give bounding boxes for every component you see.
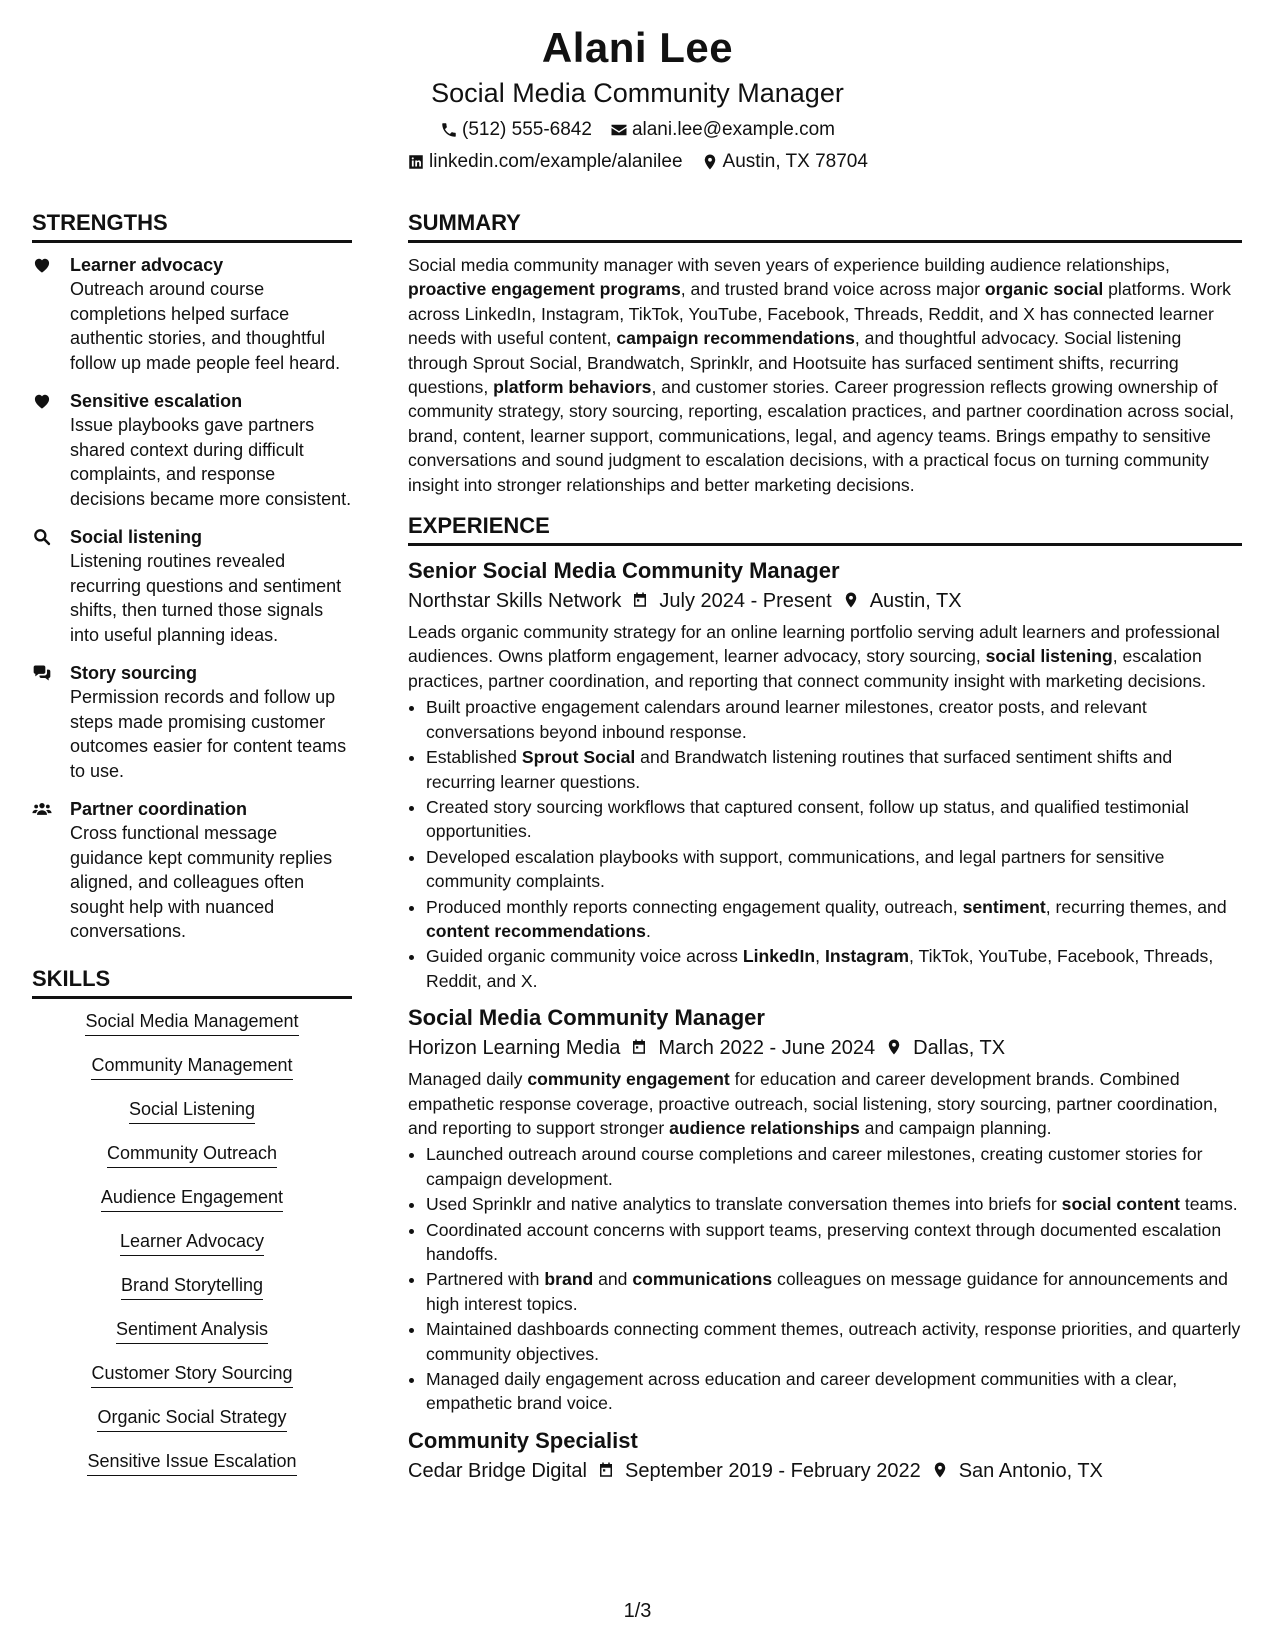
skill-label: Social Media Management	[85, 1009, 298, 1036]
job-bullet	[426, 944, 1242, 993]
summary-part: Social media community manager with seven years of experience building audience relationships,	[408, 255, 1170, 275]
strength-desc: Permission records and follow up steps made promising customer outcomes easier for content teams to use.	[70, 687, 347, 781]
right-column	[408, 208, 1242, 1496]
text-part: colleagues on message guidance for announcements and high interest topics.	[426, 1269, 1228, 1314]
page-number: 1/3	[623, 1600, 652, 1622]
text-emphasis: brand	[544, 1269, 594, 1290]
strength-desc: Issue playbooks gave partners shared context during difficult complaints, and response decisions became more consistent.	[70, 415, 352, 509]
skill-label: Sentiment Analysis	[116, 1317, 268, 1344]
skill-tag	[32, 1361, 352, 1405]
text-emphasis: Sprout Social	[521, 747, 636, 768]
text-part: and	[593, 1269, 633, 1290]
job-bullet	[426, 1267, 1242, 1316]
skill-label: Organic Social Strategy	[97, 1405, 286, 1432]
text-emphasis: social content	[1061, 1194, 1180, 1215]
skill-label: Customer Story Sourcing	[91, 1361, 292, 1388]
skill-tag	[32, 1009, 352, 1053]
strength-title: Social listening	[70, 527, 203, 547]
location-text: Austin, TX 78704	[722, 151, 868, 172]
summary-part: , and trusted brand voice across major	[680, 279, 985, 300]
linkedin-contact[interactable]	[407, 150, 682, 174]
job-title: Senior Social Media Community Manager	[408, 558, 840, 584]
job-company: Horizon Learning Media	[408, 1037, 621, 1060]
users-icon	[32, 799, 52, 819]
text-part: ,	[815, 946, 825, 967]
skill-tag	[32, 1273, 352, 1317]
summary-emphasis: organic social	[984, 279, 1104, 300]
job-company: Cedar Bridge Digital	[408, 1459, 587, 1482]
calendar-icon-wrap	[597, 1456, 615, 1486]
strengths-list	[32, 253, 352, 944]
skill-label: Sensitive Issue Escalation	[87, 1449, 296, 1476]
summary-part: platforms. Work across LinkedIn, Instagram, TikTok, YouTube, Facebook, Threads, Reddit, and X has connected learner needs with useful content,	[408, 279, 1231, 349]
summary-part: , and thoughtful advocacy. Social listening through Sprout Social, Brandwatch, Sprinklr, and Hootsuite has surfaced sentiment shifts, recurring questions,	[408, 328, 1182, 398]
skill-tag	[32, 1141, 352, 1185]
skills-list	[32, 1009, 352, 1493]
summary-emphasis: campaign recommendations	[616, 328, 855, 349]
skill-tag	[32, 1097, 352, 1141]
job-bullet	[426, 845, 1242, 894]
skill-tag	[32, 1405, 352, 1449]
linkedin-icon	[407, 153, 425, 171]
skill-label: Community Management	[91, 1053, 292, 1080]
text-emphasis: community engagement	[527, 1069, 730, 1090]
strength-desc: Outreach around course completions helped surface authentic stories, and thoughtful follow up made people feel heard.	[70, 279, 341, 373]
strength-item	[32, 525, 352, 647]
job-description	[408, 1067, 1242, 1140]
text-part: and campaign planning.	[859, 1117, 1052, 1138]
contact-line-1	[0, 118, 1275, 142]
candidate-name: Alani Lee	[541, 24, 734, 71]
text-part: Used Sprinklr and native analytics to translate conversation themes into briefs for	[426, 1194, 1062, 1215]
text-emphasis: social listening	[985, 646, 1113, 667]
text-part: Coordinated account concerns with support teams, preserving context through documented escalation handoffs.	[426, 1219, 1222, 1264]
job-bullet	[426, 1218, 1242, 1267]
job-title: Social Media Community Manager	[408, 1005, 765, 1031]
text-emphasis: LinkedIn	[742, 946, 816, 967]
job-entry	[408, 1426, 1242, 1486]
skills-heading: SKILLS	[32, 964, 352, 999]
map-pin-icon	[885, 1038, 903, 1056]
summary-emphasis: proactive engagement programs	[408, 279, 681, 300]
location-icon-wrap	[931, 1456, 949, 1486]
job-entry	[408, 556, 1242, 993]
job-location: San Antonio, TX	[958, 1459, 1103, 1482]
text-part: Created story sourcing workflows that captured consent, follow up status, and qualified testimonial opportunities.	[426, 796, 1189, 842]
text-part: Developed escalation playbooks with support, communications, and legal partners for sensitive community complaints.	[426, 846, 1165, 892]
text-emphasis: sentiment	[962, 896, 1046, 917]
strength-title: Story sourcing	[70, 663, 198, 683]
text-emphasis: communications	[632, 1269, 773, 1290]
experience-heading: EXPERIENCE	[408, 511, 1242, 546]
phone-icon	[440, 121, 458, 139]
calendar-icon	[630, 1038, 648, 1056]
phone-contact	[440, 118, 592, 142]
skill-label: Social Listening	[129, 1097, 255, 1124]
left-column	[32, 208, 352, 1493]
strength-title: Sensitive escalation	[70, 391, 243, 411]
map-pin-icon	[931, 1461, 949, 1479]
strength-title: Partner coordination	[70, 799, 248, 819]
job-bullet	[426, 745, 1242, 794]
skill-label: Brand Storytelling	[121, 1273, 263, 1300]
heart-icon	[32, 255, 52, 275]
job-location: Dallas, TX	[913, 1037, 1006, 1060]
strength-desc: Cross functional message guidance kept community replies aligned, and colleagues often sought help with nuanced conversations.	[70, 823, 333, 941]
location-icon-wrap	[842, 586, 860, 616]
calendar-icon-wrap	[631, 586, 649, 616]
calendar-icon	[631, 591, 649, 609]
email-contact[interactable]	[610, 118, 835, 142]
calendar-icon-wrap	[630, 1033, 648, 1063]
strength-item	[32, 661, 352, 783]
job-bullet	[426, 1192, 1242, 1216]
job-bullet	[426, 1367, 1242, 1416]
skill-tag	[32, 1053, 352, 1097]
linkedin-text[interactable]: linkedin.com/example/alanilee	[429, 151, 683, 172]
email-text[interactable]: alani.lee@example.com	[631, 119, 835, 140]
skill-label: Learner Advocacy	[120, 1229, 264, 1256]
skill-label: Audience Engagement	[101, 1185, 283, 1212]
text-part: .	[645, 920, 651, 941]
job-company: Northstar Skills Network	[408, 590, 622, 613]
text-part: and Brandwatch listening routines that surfaced sentiment shifts and recurring learner questions.	[426, 747, 1173, 792]
job-dates: September 2019 - February 2022	[624, 1459, 921, 1482]
strength-title: Learner advocacy	[70, 255, 224, 275]
text-part: Produced monthly reports connecting engagement quality, outreach,	[426, 896, 963, 917]
candidate-title: Social Media Community Manager	[431, 78, 844, 108]
text-emphasis: content recommendations	[426, 920, 646, 941]
envelope-icon	[610, 121, 628, 139]
job-meta	[408, 1033, 1242, 1063]
comments-icon	[32, 663, 52, 683]
text-part: Guided organic community voice across	[426, 946, 743, 967]
summary-heading: SUMMARY	[408, 208, 1242, 243]
job-dates: March 2022 - June 2024	[658, 1037, 876, 1060]
skill-tag	[32, 1229, 352, 1273]
job-title: Community Specialist	[408, 1427, 638, 1453]
strength-desc: Listening routines revealed recurring questions and sentiment shifts, then turned those signals into useful planning ideas.	[70, 551, 342, 645]
resume-header	[0, 22, 1275, 174]
text-emphasis: Instagram	[824, 946, 910, 967]
contact-line-2	[0, 150, 1275, 174]
location-contact	[701, 150, 868, 174]
heart-icon	[32, 391, 52, 411]
job-bullet	[426, 695, 1242, 744]
skill-label: Community Outreach	[107, 1141, 277, 1168]
summary-text	[408, 253, 1242, 497]
text-part: Partnered with	[426, 1269, 545, 1290]
summary-part: , and customer stories. Career progression reflects growing ownership of community strategy, story sourcing, reporting, escalation practices, and partner coordination across social, brand, content, learner support, communications, legal, and agency teams. Brings empathy to sensitive conversations and sound judgment to escalation decisions, with a practical focus on turning community insight into stronger relationships and better marketing decisions.	[408, 377, 1234, 495]
text-part: Maintained dashboards connecting comment themes, outreach activity, response priorities, and quarterly community objectives.	[426, 1319, 1241, 1364]
job-bullet	[426, 1317, 1242, 1366]
experience-list	[408, 556, 1242, 1486]
map-pin-icon	[842, 591, 860, 609]
skill-tag	[32, 1317, 352, 1361]
job-bullet	[426, 795, 1242, 844]
text-part: Launched outreach around course completions and career milestones, creating customer stories for campaign development.	[426, 1144, 1203, 1189]
calendar-icon	[597, 1461, 615, 1479]
map-pin-icon	[701, 153, 719, 171]
job-bullet	[426, 1142, 1242, 1191]
job-dates: July 2024 - Present	[659, 590, 832, 613]
job-bullets	[408, 695, 1242, 993]
job-meta	[408, 586, 1242, 616]
text-part: , TikTok, YouTube, Facebook, Threads, Reddit, and X.	[426, 946, 1214, 991]
job-location: Austin, TX	[869, 590, 962, 613]
job-bullet	[426, 895, 1242, 944]
skill-tag	[32, 1449, 352, 1493]
text-part: , escalation practices, partner coordination, and reporting that connect community insight with marketing decisions.	[408, 646, 1206, 691]
skill-tag	[32, 1185, 352, 1229]
text-part: Managed daily	[408, 1069, 528, 1090]
strength-item	[32, 253, 352, 375]
search-icon	[32, 527, 52, 547]
text-part: for education and career development brands. Combined empathetic response coverage, proactive outreach, social listening, story sourcing, partner coordination, and reporting to support stronger	[408, 1069, 1218, 1138]
job-description	[408, 620, 1242, 693]
phone-text: (512) 555-6842	[462, 119, 592, 140]
job-bullets	[408, 1142, 1242, 1415]
text-part: Built proactive engagement calendars around learner milestones, creator posts, and relevant conversations beyond inbound response.	[426, 697, 1147, 742]
text-emphasis: audience relationships	[669, 1117, 860, 1138]
summary-emphasis: platform behaviors	[493, 377, 652, 398]
text-part: Leads organic community strategy for an online learning portfolio serving adult learners and professional audiences. Owns platform engagement, learner advocacy, story sourcing,	[408, 622, 1220, 667]
text-part: Established	[426, 747, 522, 768]
text-part: , recurring themes, and	[1045, 896, 1227, 917]
strength-item	[32, 389, 352, 511]
text-part: Managed daily engagement across education and career development communities with a clear, empathetic brand voice.	[426, 1369, 1178, 1414]
job-entry	[408, 1003, 1242, 1416]
job-meta	[408, 1456, 1242, 1486]
strength-item	[32, 797, 352, 944]
location-icon-wrap	[885, 1033, 903, 1063]
strengths-heading: STRENGTHS	[32, 208, 352, 243]
text-part: teams.	[1179, 1194, 1238, 1215]
